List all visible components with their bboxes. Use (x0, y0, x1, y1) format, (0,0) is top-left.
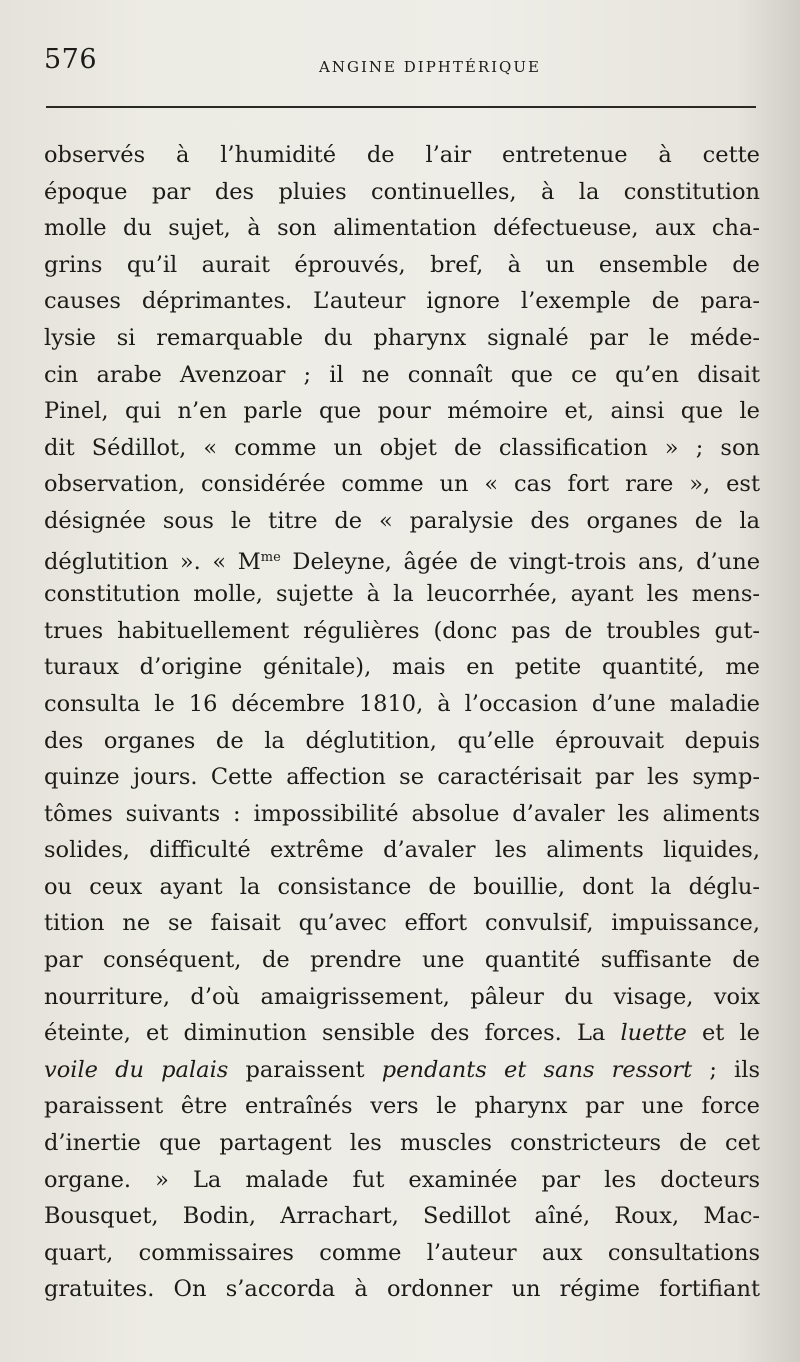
text-line: turaux d’origine génitale), mais en petite quantité, me (44, 654, 760, 681)
italic-run: pendants et sans ressort (381, 1056, 693, 1083)
text-line: solides, difficulté extrême d’avaler les aliments liquides, (44, 837, 760, 864)
text-line: tition ne se faisait qu’avec effort convulsif, impuissance, (44, 910, 760, 937)
text-line: ou ceux ayant la consistance de bouillie, dont la déglu- (44, 873, 760, 900)
text-line: consulta le 16 décembre 1810, à l’occasion d’une maladie (44, 690, 760, 717)
page-number: 576 (44, 44, 98, 75)
text-line: d’inertie que partagent les muscles constricteurs de cet (44, 1130, 760, 1157)
body-text (44, 137, 760, 1308)
text-line: Pinel, qui n’en parle que pour mémoire et, ainsi que le (44, 398, 760, 425)
header-rule (46, 106, 756, 108)
text-line: cin arabe Avenzoar ; il ne connaît que ce qu’en disait (44, 361, 760, 388)
text-run: Deleyne, âgée de vingt-trois ans, d’une (280, 548, 760, 575)
text-line: gratuites. On s’accorda à ordonner un régime fortifiant (44, 1276, 760, 1303)
italic-run: voile du palais (44, 1056, 229, 1083)
text-line: dit Sédillot, « comme un objet de classification » ; son (44, 434, 760, 461)
text-line: des organes de la déglutition, qu’elle éprouvait depuis (44, 727, 760, 754)
text-line: organe. » La malade fut examinée par les docteurs (44, 1166, 760, 1193)
text-line: trues habituellement régulières (donc pas de troubles gut- (44, 617, 760, 644)
page-header (44, 40, 756, 88)
superscript: me (260, 549, 281, 565)
text-run: déglutition ». « M (44, 548, 261, 575)
text-line: observés à l’humidité de l’air entretenue à cette (44, 142, 760, 168)
text-line: observation, considérée comme un « cas fort rare », est (44, 471, 760, 498)
italic-run: luette (620, 1020, 687, 1047)
text-line (44, 1052, 760, 1089)
text-line: désignée sous le titre de « paralysie des organes de la (44, 507, 760, 534)
text-run: ; ils (692, 1056, 760, 1083)
text-line (44, 540, 760, 577)
text-line: paraissent être entraînés vers le pharynx par une force (44, 1093, 760, 1120)
text-line: quinze jours. Cette affection se caractérisait par les symp- (44, 764, 760, 791)
running-title: ANGINE DIPHTÉRIQUE (319, 58, 541, 76)
text-line: molle du sujet, à son alimentation défectueuse, aux cha- (44, 215, 760, 242)
text-line: tômes suivants : impossibilité absolue d’avaler les aliments (44, 800, 760, 827)
text-run: paraissent (228, 1056, 382, 1083)
text-run: éteinte, et diminution sensible des forces. La (44, 1020, 621, 1047)
text-line: nourriture, d’où amaigrissement, pâleur du visage, voix (44, 983, 760, 1010)
text-line: causes déprimantes. L’auteur ignore l’exemple de para- (44, 288, 760, 315)
text-line: grins qu’il aurait éprouvés, bref, à un ensemble de (44, 251, 760, 278)
text-line: lysie si remarquable du pharynx signalé par le méde- (44, 324, 760, 351)
text-line: époque par des pluies continuelles, à la constitution (44, 178, 760, 205)
text-line: par conséquent, de prendre une quantité suffisante de (44, 947, 760, 974)
text-run: et le (686, 1020, 760, 1047)
text-line (44, 1015, 760, 1052)
text-line: constitution molle, sujette à la leucorrhée, ayant les mens- (44, 581, 760, 608)
text-line: quart, commissaires comme l’auteur aux consultations (44, 1239, 760, 1266)
text-line: Bousquet, Bodin, Arrachart, Sedillot aîné, Roux, Mac- (44, 1203, 760, 1230)
